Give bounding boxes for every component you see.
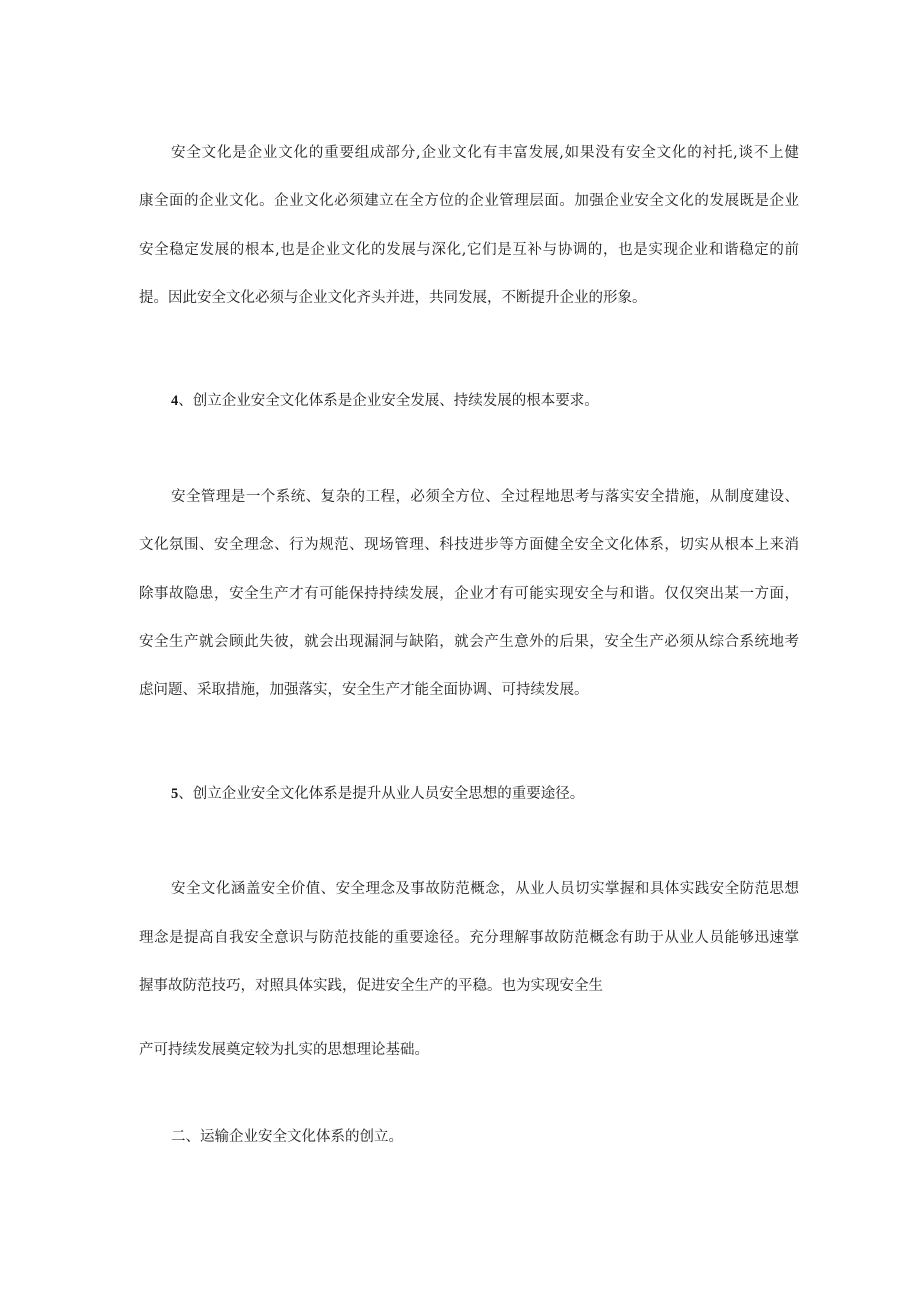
paragraph-2-line-5: 虑问题、采取措施，加强落实，安全生产才能全面协调、可持续发展。 [139,682,589,698]
section-heading-two: 二、运输企业安全文化体系的创立。 [171,1129,403,1145]
paragraph-2-line-4: 安全生产就会顾此失彼，就会出现漏洞与缺陷，就会产生意外的后果，安全生产必须从综合系统地考 [139,634,799,650]
paragraph-1-line-3: 安全稳定发展的根本,也是企业文化的发展与深化,它们是互补与协调的，也是实现企业和谐稳定的前 [139,242,799,258]
paragraph-3-line-3: 握事故防范技巧，对照具体实践，促进安全生产的平稳。也为实现安全生 [139,978,603,994]
paragraph-2-line-2: 文化氛围、安全理念、行为规范、现场管理、科技进步等方面健全安全文化体系，切实从根本上来消 [139,537,799,553]
paragraph-2-line-1: 安全管理是一个系统、复杂的工程，必须全方位、全过程地思考与落实安全措施，从制度建设、 [171,489,799,505]
paragraph-1-line-2: 康全面的企业文化。企业文化必须建立在全方位的企业管理层面。加强企业安全文化的发展既是企业 [139,193,799,209]
paragraph-3-line-2: 理念是提高自我安全意识与防范技能的重要途径。充分理解事故防范概念有助于从业人员能够迅速掌 [139,930,799,946]
section-heading-4 [171,391,599,411]
section-heading-text: 、创立企业安全文化体系是提升从业人员安全思想的重要途径。 [178,786,585,802]
paragraph-1-line-1: 安全文化是企业文化的重要组成部分,企业文化有丰富发展,如果没有安全文化的衬托,谈不上健 [171,145,799,161]
paragraph-2-line-3: 除事故隐患，安全生产才有可能保持持续发展，企业才有可能实现安全与和谐。仅仅突出某一方面， [139,586,799,602]
section-heading-number: 4 [171,393,179,409]
section-heading-number: 5 [171,786,179,802]
section-heading-5 [171,784,584,804]
paragraph-3-line-4: 产可持续发展奠定较为扎实的思想理论基础。 [139,1042,429,1058]
paragraph-1-line-4: 提。因此安全文化必须与企业文化齐头并进，共同发展，不断提升企业的形象。 [139,290,647,306]
section-heading-text: 、创立企业安全文化体系是企业安全发展、持续发展的根本要求。 [178,393,599,409]
paragraph-3-line-1: 安全文化涵盖安全价值、安全理念及事故防范概念，从业人员切实掌握和具体实践安全防范思想 [171,881,799,897]
